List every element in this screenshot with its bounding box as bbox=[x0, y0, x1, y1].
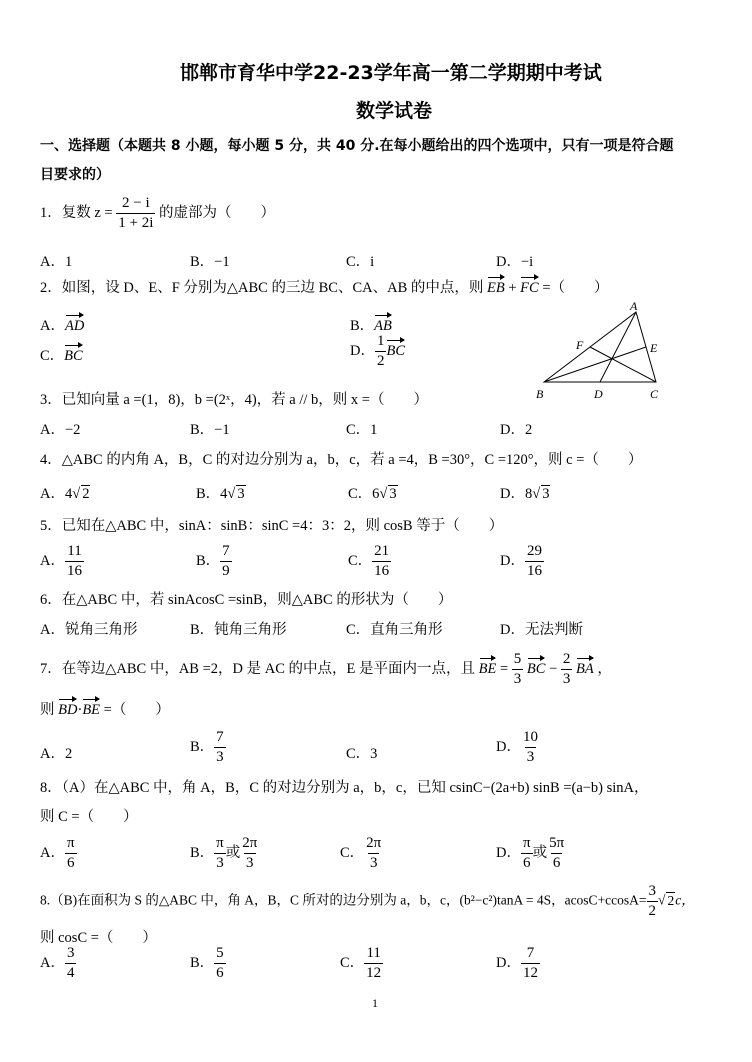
section-heading-line1: 一、选择题（本题共 8 小题，每小题 5 分，共 40 分.在每小题给出的四个选项中，只有一项是符合题 bbox=[40, 138, 674, 154]
q8b-radicand: 2 bbox=[667, 892, 675, 908]
q5-option-a-num: 11 bbox=[67, 543, 82, 559]
q8b-option-d bbox=[496, 946, 540, 981]
q8b-fraction bbox=[647, 884, 659, 919]
q8b-option-b-den: 6 bbox=[216, 965, 224, 981]
q7-vector-bd: BD bbox=[58, 702, 78, 718]
triangle-abc bbox=[544, 312, 656, 382]
q2-option-b-label: B． bbox=[350, 318, 375, 334]
q2-tail: =（ ） bbox=[542, 280, 609, 296]
q8a-option-a-fraction bbox=[65, 836, 77, 871]
q2-vector-eb: EB bbox=[487, 280, 505, 296]
q2-option-b bbox=[350, 314, 392, 335]
q8a-option-d-join: 或 bbox=[532, 844, 548, 861]
q7-line2-suffix: =（ ） bbox=[103, 702, 170, 718]
q2-option-d-vector: BC bbox=[386, 342, 406, 359]
q5-option-c-den: 16 bbox=[374, 563, 390, 579]
q8b-option-d-fraction bbox=[521, 946, 540, 981]
label-b: B bbox=[536, 387, 544, 401]
q5-option-b bbox=[196, 544, 232, 579]
q5-option-d bbox=[500, 544, 544, 579]
q4-option-c: C．6√ 3 bbox=[348, 486, 397, 502]
q1-den: 1 + 2i bbox=[118, 215, 154, 231]
q8a-option-c-den: 3 bbox=[369, 855, 378, 871]
q7-fraction-2 bbox=[561, 652, 573, 687]
q8a-option-b bbox=[190, 836, 259, 871]
question-6: 6．在△ABC 中，若 sinAcosC =sinB，则△ABC 的形状为（ ） bbox=[40, 592, 453, 608]
q1-num: 2 − i bbox=[122, 195, 150, 211]
q2-option-d-den: 2 bbox=[376, 353, 385, 369]
q2-option-d-fraction bbox=[375, 334, 387, 369]
q2-option-a-label: A． bbox=[40, 318, 65, 334]
q8a-option-b-num-1: π bbox=[216, 835, 224, 851]
q2-option-d bbox=[350, 334, 405, 369]
q6-option-d: D．无法判断 bbox=[500, 622, 583, 638]
q5-option-d-num: 29 bbox=[526, 543, 542, 559]
q8b-option-a-label: A． bbox=[40, 954, 65, 971]
q2-option-b-vector: AB bbox=[374, 318, 392, 334]
q8b-option-d-label: D． bbox=[496, 954, 521, 971]
q7-option-a: A．2 bbox=[40, 746, 73, 762]
q5-option-c bbox=[348, 544, 391, 579]
q8a-option-d-fraction-2 bbox=[547, 836, 566, 871]
q7-vector-be: BE bbox=[478, 660, 497, 677]
q1-option-a: A．1 bbox=[40, 254, 73, 270]
question-8b-line1: 8.（B)在面积为 S 的△ABC 中，角 A，B，C 所对的边分别为 a，b，c，(b²−c²)tanA = 4S，acosC+ccosA= $\frac{3}{2}$ √ 2c， bbox=[40, 883, 695, 919]
question-7-line2 bbox=[40, 698, 170, 719]
q8a-option-c bbox=[340, 836, 383, 871]
q3-option-c: C．1 bbox=[346, 422, 378, 438]
question-7 bbox=[40, 652, 612, 687]
q7-option-b-fraction bbox=[214, 730, 226, 765]
q5-option-a-den: 16 bbox=[66, 563, 82, 579]
q8b-option-a bbox=[40, 946, 76, 981]
label-e: E bbox=[650, 341, 658, 355]
q3-option-a: A．−2 bbox=[40, 422, 81, 438]
q7-option-d-label: D． bbox=[496, 738, 521, 755]
page-number: 1 bbox=[372, 996, 378, 1010]
q8b-option-c-den: 12 bbox=[366, 965, 382, 981]
q1-option-c: C．i bbox=[346, 254, 375, 270]
q8b-option-c-label: C． bbox=[340, 954, 365, 971]
q8b-option-a-den: 4 bbox=[66, 965, 75, 981]
q5-option-d-den: 16 bbox=[526, 563, 542, 579]
q1-suffix: 的虚部为（ ） bbox=[159, 204, 276, 221]
q5-option-b-label: B． bbox=[196, 552, 221, 569]
q7-minus: − bbox=[549, 660, 558, 677]
q6-option-b: B．钝角三角形 bbox=[190, 622, 287, 638]
q4-option-a-coef: 4 bbox=[64, 486, 73, 502]
median-ad bbox=[600, 312, 636, 382]
q7-option-d-fraction bbox=[521, 730, 540, 765]
question-3: 3．已知向量 a =(1，8)，b =(2ˣ，4)，若 a // b，则 x =（ ） bbox=[40, 392, 428, 408]
q4-option-b-label: B． bbox=[196, 486, 221, 502]
q5-option-b-fraction bbox=[220, 544, 232, 579]
label-a: A bbox=[630, 300, 638, 313]
label-d: D bbox=[594, 387, 603, 401]
q7-fraction-1 bbox=[512, 652, 524, 687]
q5-option-c-num: 21 bbox=[374, 543, 390, 559]
q5-option-a-label: A． bbox=[40, 552, 65, 569]
q1-option-d: D．−i bbox=[496, 254, 534, 270]
q8a-option-b-fraction-2 bbox=[240, 836, 259, 871]
q7-option-d-num: 10 bbox=[522, 729, 538, 745]
q7-fraction-2-den: 3 bbox=[562, 671, 571, 687]
q2-option-c-vector: BC bbox=[64, 348, 83, 364]
q4-option-c-label: C． bbox=[348, 486, 373, 502]
q7-option-c: C．3 bbox=[346, 746, 378, 762]
q7-vector-be-2: BE bbox=[82, 702, 101, 718]
q7-dot: · bbox=[77, 702, 83, 718]
q4-option-c-coef: 6 bbox=[372, 486, 380, 502]
q8b-option-d-num: 7 bbox=[526, 945, 535, 961]
question-1 bbox=[40, 196, 275, 231]
q8b-line1-text: 8.（B)在面积为 S 的△ABC 中，角 A，B，C 所对的边分别为 a，b，c，(b²−c²)tanA = 4S，acosC+ccosA= bbox=[40, 892, 647, 908]
q8a-option-a bbox=[40, 836, 77, 871]
q7-fraction-1-den: 3 bbox=[513, 671, 522, 687]
q2-option-d-label: D． bbox=[350, 342, 375, 359]
q2-vector-fc: FC bbox=[520, 280, 539, 296]
q8b-option-c bbox=[340, 946, 383, 981]
q8a-option-c-label: C． bbox=[340, 844, 365, 861]
q5-option-a bbox=[40, 544, 84, 579]
q8b-option-a-num: 3 bbox=[66, 945, 75, 961]
q5-option-b-num: 7 bbox=[222, 543, 230, 559]
q8b-option-b-label: B． bbox=[190, 954, 215, 971]
q7-vector-bc: BC bbox=[526, 660, 546, 677]
q8a-option-d bbox=[496, 836, 566, 871]
q7-text: 7．在等边△ABC 中，AB =2，D 是 AC 的中点，E 是平面内一点，且 bbox=[40, 660, 476, 677]
q7-option-d-den: 3 bbox=[526, 749, 535, 765]
q2-option-c-label: C． bbox=[40, 348, 65, 364]
q8b-fraction-num: 3 bbox=[648, 883, 657, 899]
q6-option-c: C．直角三角形 bbox=[346, 622, 443, 638]
q7-fraction-2-num: 2 bbox=[562, 651, 571, 667]
q5-option-b-den: 9 bbox=[222, 563, 230, 579]
q7-option-b-den: 3 bbox=[216, 749, 224, 765]
q4-option-d-radicand: 3 bbox=[542, 486, 550, 502]
q8b-option-a-fraction bbox=[65, 946, 77, 981]
q8a-option-a-den: 6 bbox=[67, 855, 75, 871]
q8a-option-b-den-2: 3 bbox=[246, 855, 254, 871]
q4-option-d: D．8√ 3 bbox=[500, 486, 550, 502]
q7-line2-prefix: 则 bbox=[40, 702, 55, 718]
q1-prefix: 1．复数 z = bbox=[40, 204, 113, 221]
q7-vector-ba: BA bbox=[576, 660, 594, 677]
q1-option-b: B．−1 bbox=[190, 254, 230, 270]
q8a-option-b-den-1: 3 bbox=[216, 855, 224, 871]
q4-option-a-radicand: 2 bbox=[82, 486, 90, 502]
q8a-option-c-fraction bbox=[364, 836, 383, 871]
q7-option-b-num: 7 bbox=[216, 729, 224, 745]
label-f: F bbox=[576, 338, 584, 352]
q3-option-b: B．−1 bbox=[190, 422, 230, 438]
median-be bbox=[544, 347, 646, 382]
question-2 bbox=[40, 276, 609, 297]
label-c: C bbox=[650, 387, 659, 401]
q4-option-b-radicand: 3 bbox=[237, 486, 245, 502]
q4-option-d-coef: 8 bbox=[524, 486, 533, 502]
q8b-tail: c， bbox=[675, 892, 695, 908]
q4-option-a: A．4√ 2 bbox=[40, 486, 90, 502]
q4-option-d-label: D． bbox=[500, 486, 525, 502]
q8a-option-b-fraction-1 bbox=[214, 836, 226, 871]
q4-option-a-label: A． bbox=[40, 486, 65, 502]
q3-option-d: D．2 bbox=[500, 422, 533, 438]
q7-option-b-label: B． bbox=[190, 738, 215, 755]
q8b-option-b-num: 5 bbox=[216, 945, 224, 961]
q8b-option-b bbox=[190, 946, 226, 981]
q7-comma: ， bbox=[597, 660, 612, 677]
q8a-option-d-den-2: 6 bbox=[552, 855, 561, 871]
triangle-figure bbox=[532, 300, 672, 408]
q2-option-a bbox=[40, 314, 84, 335]
q2-option-d-num: 1 bbox=[376, 333, 385, 349]
q8b-option-c-num: 11 bbox=[366, 945, 381, 961]
q8a-option-a-num: π bbox=[66, 835, 75, 851]
q8a-option-b-join: 或 bbox=[225, 844, 241, 861]
q7-fraction-1-num: 5 bbox=[513, 651, 522, 667]
q2-option-c bbox=[40, 344, 83, 365]
question-8b-line2: 则 cosC =（ ） bbox=[40, 930, 157, 946]
q7-option-b bbox=[190, 730, 226, 765]
q8a-option-c-num: 2π bbox=[366, 835, 382, 851]
q8a-option-a-label: A． bbox=[40, 844, 65, 861]
question-8a-line2: 则 C =（ ） bbox=[40, 809, 138, 825]
q5-option-a-fraction bbox=[65, 544, 84, 579]
question-4: 4．△ABC 的内角 A，B，C 的对边分别为 a，b，c，若 a =4，B =30°，C =120°，则 c =（ ） bbox=[40, 452, 643, 468]
q2-option-a-vector: AD bbox=[64, 318, 85, 334]
q8a-option-d-fraction-1 bbox=[521, 836, 533, 871]
q4-option-b-coef: 4 bbox=[220, 486, 228, 502]
q8a-option-b-num-2: 2π bbox=[242, 835, 258, 851]
q8a-option-d-den-1: 6 bbox=[523, 855, 531, 871]
q6-option-a: A．锐角三角形 bbox=[40, 622, 138, 638]
q2-text: 2．如图，设 D、E、F 分别为△ABC 的三边 BC、CA、AB 的中点，则 bbox=[40, 280, 484, 296]
median-cf bbox=[590, 347, 656, 382]
q7-equals: = bbox=[499, 660, 509, 677]
q8b-fraction-den: 2 bbox=[648, 903, 657, 919]
q1-fraction bbox=[116, 196, 155, 231]
q4-option-b: B．4√ 3 bbox=[196, 486, 245, 502]
q8b-option-d-den: 12 bbox=[522, 965, 538, 981]
q7-option-d bbox=[496, 730, 540, 765]
question-5: 5．已知在△ABC 中，sinA：sinB：sinC =4：3：2，则 cosB 等于（ ） bbox=[40, 518, 504, 534]
q2-plus: + bbox=[508, 280, 517, 296]
q4-option-c-radicand: 3 bbox=[389, 486, 397, 502]
q8a-option-d-label: D． bbox=[496, 844, 521, 861]
q8a-option-d-num-2: 5π bbox=[549, 835, 565, 851]
q5-option-c-fraction bbox=[372, 544, 391, 579]
q5-option-d-fraction bbox=[525, 544, 544, 579]
q5-option-c-label: C． bbox=[348, 552, 373, 569]
q8b-option-b-fraction bbox=[214, 946, 226, 981]
q8a-option-d-num-1: π bbox=[522, 835, 531, 851]
q8b-option-c-fraction bbox=[364, 946, 383, 981]
section-heading-line2: 目要求的） bbox=[40, 167, 110, 183]
exam-subtitle: 数学试卷 bbox=[356, 100, 433, 122]
exam-title: 邯郸市育华中学22-23学年高一第二学期期中考试 bbox=[180, 62, 602, 84]
q5-option-d-label: D． bbox=[500, 552, 525, 569]
question-8a-line1: 8．（A）在△ABC 中，角 A，B，C 的对边分别为 a，b，c，已知 csinC−(2a+b) sinB =(a−b) sinA， bbox=[40, 780, 649, 796]
q8a-option-b-label: B． bbox=[190, 844, 215, 861]
